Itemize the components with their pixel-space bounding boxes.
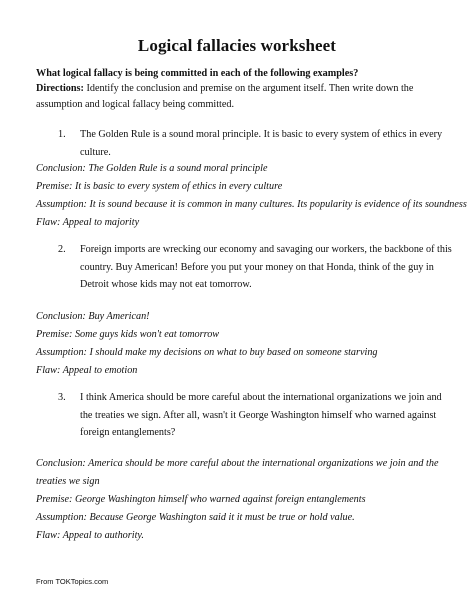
premise-line: Premise: It is basic to every system of ethics in every culture [36, 181, 283, 192]
answers-1 [36, 160, 467, 232]
flaw-line: Flaw: Appeal to majority [36, 217, 140, 228]
premise-line: Premise: George Washington himself who warned against foreign entanglements [36, 494, 366, 505]
footer-source: From TOKTopics.com [36, 577, 109, 586]
conclusion-line: Conclusion: America should be more careful about the international organizations we join and the treaties we sign [36, 458, 439, 487]
item-number: 3. [58, 392, 66, 403]
item-number: 1. [58, 129, 66, 140]
item-text: I think America should be more careful about the international organizations we join and the treaties we sign. After all, wasn't it George Washington himself who warned against foreign entanglements? [80, 392, 442, 438]
directions-text: Identify the conclusion and premise on the argument itself. Then write down the assumption and logical fallacy being committed. [36, 83, 414, 110]
answers-2 [36, 308, 446, 380]
conclusion-line: Conclusion: The Golden Rule is a sound moral principle [36, 163, 268, 174]
conclusion-line: Conclusion: Buy American! [36, 311, 150, 322]
item-text: The Golden Rule is a sound moral principle. It is basic to every system of ethics in every culture. [80, 129, 443, 158]
premise-line: Premise: Some guys kids won't eat tomorrow [36, 329, 220, 340]
item-number: 2. [58, 244, 66, 255]
assumption-line: Assumption: Because George Washington said it it must be true or hold value. [36, 512, 355, 523]
answers-3 [36, 455, 446, 545]
directions-label: Directions: [36, 83, 84, 94]
worksheet-question: What logical fallacy is being committed in each of the following examples? [36, 68, 359, 79]
flaw-line: Flaw: Appeal to emotion [36, 365, 138, 376]
directions-paragraph [36, 81, 446, 112]
flaw-line: Flaw: Appeal to authority. [36, 530, 144, 541]
assumption-line: Assumption: It is sound because it is common in many cultures. Its popularity is evidence of its soundness [36, 199, 467, 210]
page-title: Logical fallacies worksheet [137, 36, 337, 55]
item-text: Foreign imports are wrecking our economy and savaging our workers, the backbone of this country. Buy American! Before you put your money on that Honda, think of the guy in Detroit whose kids may not eat tomorrow. [80, 244, 452, 290]
assumption-line: Assumption: I should make my decisions on what to buy based on someone starving [36, 347, 378, 358]
